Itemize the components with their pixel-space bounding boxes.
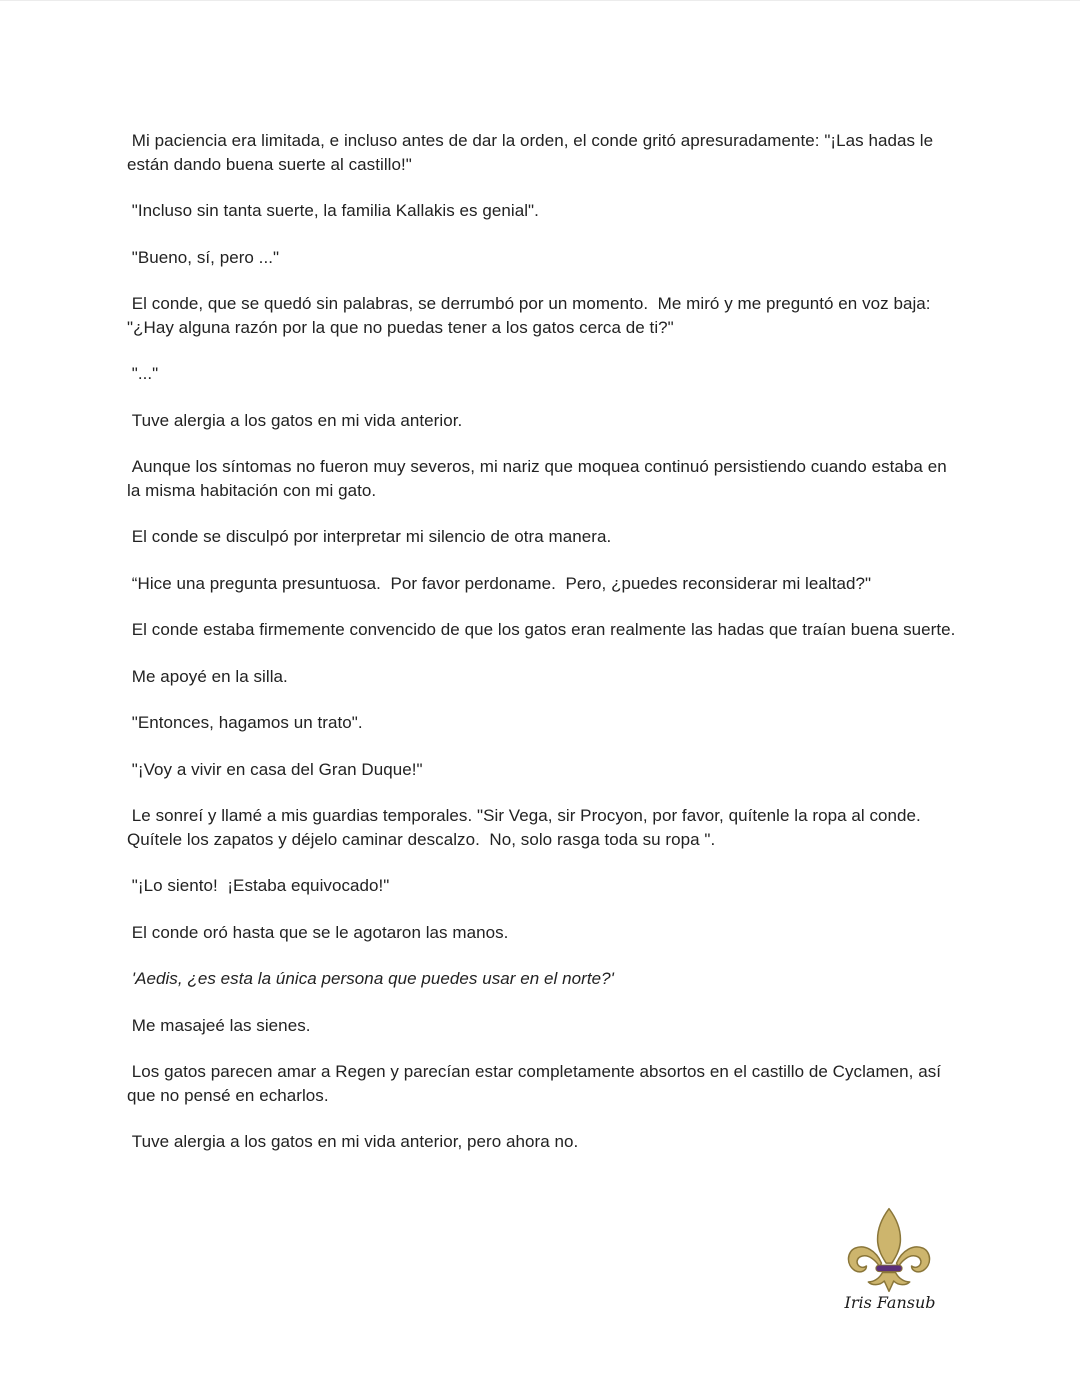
paragraph: "Bueno, sí, pero ..." — [127, 247, 280, 267]
paragraph: "Incluso sin tanta suerte, la familia Kallakis es genial". — [127, 201, 539, 220]
paragraph: "¡Voy a vivir en casa del Gran Duque!" — [127, 759, 423, 779]
paragraph: Le sonreí y llamé a mis guardias temporales. "Sir Vega, sir Procyon, por favor, quítenle la ropa al conde. Quítele los zapatos y déjelo caminar descalzo. No, solo rasga toda su ropa ". — [127, 806, 931, 849]
paragraph: Tuve alergia a los gatos en mi vida anterior, pero ahora no. — [127, 1132, 579, 1151]
paragraph-italic-thought: 'Aedis, ¿es esta la única persona que puedes usar en el norte?' — [127, 969, 614, 988]
document-body — [127, 129, 957, 1177]
paragraph: “Hice una pregunta presuntuosa. Por favor perdoname. Pero, ¿puedes reconsiderar mi lealtad?" — [127, 573, 872, 593]
paragraph: El conde se disculpó por interpretar mi silencio de otra manera. — [127, 527, 612, 546]
iris-fansub-watermark — [838, 1206, 942, 1321]
fleur-de-lis-icon — [842, 1206, 936, 1294]
watermark-text: Iris Fansub — [844, 1293, 936, 1312]
paragraph: Aunque los síntomas no fueron muy severos, mi nariz que moquea continuó persistiendo cuando estaba en la misma habitación con mi gato. — [127, 457, 952, 500]
paragraph: El conde oró hasta que se le agotaron las manos. — [127, 922, 509, 942]
paragraph: "¡Lo siento! ¡Estaba equivocado!" — [127, 876, 390, 895]
paragraph: Tuve alergia a los gatos en mi vida anterior. — [127, 410, 463, 430]
paragraph: "Entonces, hagamos un trato". — [127, 713, 363, 732]
paragraph: "..." — [127, 364, 159, 383]
paragraph: Mi paciencia era limitada, e incluso antes de dar la orden, el conde gritó apresuradamente: "¡Las hadas le están dando buena suerte al castillo!" — [127, 131, 938, 174]
paragraph: El conde, que se quedó sin palabras, se derrumbó por un momento. Me miró y me preguntó en voz baja: "¿Hay alguna razón por la que no puedas tener a los gatos cerca de ti?" — [127, 294, 936, 337]
paragraph: Me masajeé las sienes. — [127, 1015, 311, 1035]
paragraph: Los gatos parecen amar a Regen y parecían estar completamente absortos en el castillo de Cyclamen, así que no pensé en echarlos. — [127, 1062, 946, 1105]
paragraph: El conde estaba firmemente convencido de que los gatos eran realmente las hadas que traían buena suerte. — [127, 620, 956, 639]
paragraph: Me apoyé en la silla. — [127, 666, 288, 686]
